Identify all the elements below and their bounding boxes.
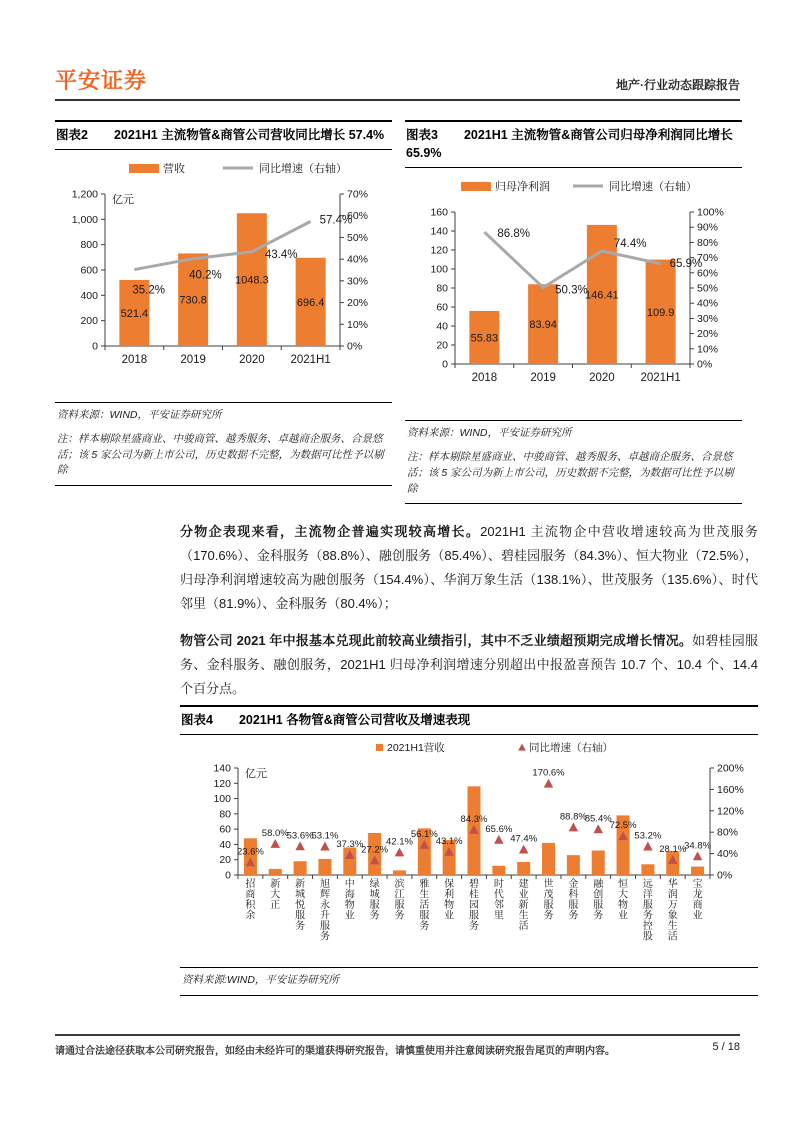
- svg-text:65.6%: 65.6%: [485, 824, 513, 836]
- svg-text:55.83: 55.83: [470, 332, 499, 345]
- svg-text:27.2%: 27.2%: [361, 844, 389, 856]
- svg-text:0%: 0%: [717, 869, 733, 882]
- svg-text:1,200: 1,200: [71, 188, 98, 201]
- svg-text:2018: 2018: [471, 372, 498, 385]
- svg-text:华润万象生活: 华润万象生活: [667, 879, 678, 943]
- svg-text:融创服务: 融创服务: [593, 879, 604, 922]
- figure-4-tag: 图表4: [181, 713, 213, 727]
- svg-text:521.4: 521.4: [120, 308, 149, 321]
- svg-text:碧桂园服务: 碧桂园服务: [469, 879, 479, 933]
- svg-text:53.2%: 53.2%: [634, 830, 662, 842]
- figure-3-note: 注：样本剔除星盛商业、中骏商管、越秀服务、卓越商企服务、合景悠活；该 5 家公司为新上市公司，历史数据不完整，为数据可比性予以剔除: [407, 451, 734, 495]
- svg-text:2021H1: 2021H1: [640, 372, 681, 385]
- svg-text:34.8%: 34.8%: [684, 840, 712, 852]
- paragraph-2-rest: 如碧桂园服务、金科服务、融创服务，2021H1 归母净利润增速分别超出中报盈喜预告 10.7 个、10.4 个、14.4 个百分点。: [180, 633, 758, 697]
- svg-text:400: 400: [80, 289, 98, 302]
- svg-text:146.41: 146.41: [585, 289, 619, 302]
- svg-text:120%: 120%: [717, 805, 744, 818]
- svg-text:同比增速（右轴）: 同比增速（右轴）: [609, 181, 697, 194]
- svg-text:37.3%: 37.3%: [336, 839, 364, 851]
- svg-text:1,000: 1,000: [71, 213, 98, 226]
- svg-text:120: 120: [430, 244, 448, 257]
- svg-text:滨江服务: 滨江服务: [394, 879, 405, 922]
- svg-text:160%: 160%: [717, 784, 744, 797]
- svg-text:85.4%: 85.4%: [584, 813, 612, 825]
- svg-text:23.6%: 23.6%: [236, 846, 264, 858]
- net-profit-growth-chart: [405, 168, 742, 420]
- svg-text:88.8%: 88.8%: [559, 811, 587, 823]
- svg-text:35.2%: 35.2%: [132, 284, 165, 297]
- svg-text:同比增速（右轴）: 同比增速（右轴）: [259, 163, 347, 176]
- svg-text:200%: 200%: [717, 762, 744, 775]
- svg-text:40%: 40%: [717, 848, 739, 861]
- header-divider: [55, 99, 740, 101]
- svg-text:30%: 30%: [697, 313, 719, 326]
- report-type-label: 地产·行业动态跟踪报告: [616, 78, 740, 92]
- revenue-growth-chart: [55, 150, 392, 402]
- svg-text:57.4%: 57.4%: [319, 214, 353, 227]
- figure-2-note: 注：样本剔除星盛商业、中骏商管、越秀服务、卓越商企服务、合景悠活；该 5 家公司为新上市公司，历史数据不完整，为数据可比性予以剔除: [57, 432, 384, 477]
- svg-text:40%: 40%: [347, 253, 369, 266]
- svg-text:10%: 10%: [347, 318, 369, 331]
- svg-text:70%: 70%: [347, 188, 369, 201]
- svg-text:730.8: 730.8: [179, 294, 207, 307]
- svg-text:28.1%: 28.1%: [659, 844, 687, 856]
- svg-text:恒大物业: 恒大物业: [618, 879, 629, 922]
- svg-text:保利物业: 保利物业: [444, 879, 455, 922]
- svg-text:65.9%: 65.9%: [669, 258, 703, 271]
- figure-3-source-block: [405, 420, 742, 504]
- svg-text:绿城服务: 绿城服务: [369, 879, 380, 922]
- svg-text:0: 0: [442, 358, 448, 371]
- svg-text:20%: 20%: [697, 328, 719, 341]
- figure-4-title-text: 2021H1 各物管&商管公司营收及增速表现: [238, 713, 471, 727]
- svg-text:2021H1: 2021H1: [290, 354, 331, 367]
- figure-4-source: 资料来源:WIND，平安证券研究所: [182, 974, 339, 987]
- figure-4-source-block: [180, 967, 758, 996]
- svg-text:归母净利润: 归母净利润: [495, 181, 550, 194]
- svg-text:建业新生活: 建业新生活: [518, 879, 529, 933]
- svg-text:140: 140: [213, 762, 231, 775]
- figure-3-title-text: 2021H1 主流物管&商管公司归母净利润同比增长 65.9%: [406, 128, 733, 161]
- svg-text:时代邻里: 时代邻里: [493, 879, 504, 922]
- svg-text:74.4%: 74.4%: [613, 238, 647, 251]
- svg-text:83.94: 83.94: [529, 319, 557, 332]
- svg-text:84.3%: 84.3%: [460, 814, 488, 826]
- svg-text:80%: 80%: [717, 826, 739, 839]
- svg-text:70%: 70%: [697, 252, 719, 265]
- svg-text:雅生活服务: 雅生活服务: [419, 879, 430, 933]
- svg-text:160: 160: [430, 206, 448, 219]
- svg-text:109.9: 109.9: [646, 307, 675, 320]
- footer-disclaimer: 请通过合法途径获取本公司研究报告，如经由未经许可的渠道获得研究报告，请慎重使用并注意阅读研究报告尾页的声明内容。: [55, 1046, 615, 1057]
- svg-text:10%: 10%: [697, 343, 719, 356]
- paragraph-1-rest: 2021H1 主流物企中营收增速较高为世茂服务（170.6%）、金科服务（88.8%）、融创服务（85.4%）、碧桂园服务（84.3%）、恒大物业（72.5%），归母净利润增速较高为融创服务（154.4%）、华润万象生活（138.1%）、世茂服务（135.6%）、时代邻里（81.9%）、金科服务（80.4%）；: [180, 524, 758, 612]
- svg-text:53.6%: 53.6%: [286, 830, 314, 842]
- paragraph-1: [180, 520, 758, 616]
- footer-divider: [55, 1034, 740, 1036]
- svg-text:90%: 90%: [697, 221, 719, 234]
- svg-text:170.6%: 170.6%: [532, 767, 565, 779]
- paragraph-1-lead: 分物企表现来看，主流物企普遍实现较高增长。: [180, 524, 481, 539]
- svg-text:100: 100: [213, 793, 231, 806]
- svg-text:600: 600: [80, 264, 98, 277]
- figure-3-netprofit-chart-panel: [405, 120, 742, 504]
- svg-text:2019: 2019: [530, 372, 556, 385]
- company-revenue-growth-chart: [180, 735, 758, 967]
- svg-text:53.1%: 53.1%: [311, 830, 339, 842]
- svg-text:43.1%: 43.1%: [435, 836, 463, 848]
- figure-3-title: [405, 120, 742, 168]
- svg-text:40%: 40%: [697, 297, 719, 310]
- svg-text:100%: 100%: [697, 206, 724, 219]
- svg-text:新城悦服务: 新城悦服务: [295, 879, 306, 933]
- brand-logo: 平安证券: [55, 68, 148, 93]
- svg-text:20%: 20%: [347, 297, 369, 310]
- svg-text:远洋服务控股: 远洋服务控股: [642, 879, 653, 943]
- svg-text:40.2%: 40.2%: [189, 269, 222, 282]
- svg-text:200: 200: [80, 315, 98, 328]
- svg-text:50%: 50%: [697, 282, 719, 295]
- svg-text:696.4: 696.4: [296, 297, 325, 310]
- svg-text:140: 140: [430, 225, 448, 238]
- svg-text:47.4%: 47.4%: [510, 833, 538, 845]
- svg-text:0%: 0%: [347, 340, 363, 353]
- svg-text:旭辉永升服务: 旭辉永升服务: [319, 879, 330, 943]
- svg-text:40: 40: [436, 320, 448, 333]
- svg-text:80%: 80%: [697, 237, 719, 250]
- svg-text:2019: 2019: [180, 354, 206, 367]
- svg-text:2020: 2020: [239, 354, 265, 367]
- figure-2-source: 资料来源：WIND，平安证券研究所: [57, 409, 222, 422]
- svg-text:42.1%: 42.1%: [386, 836, 413, 848]
- page-number: 5 / 18: [712, 1041, 740, 1053]
- svg-text:金科服务: 金科服务: [568, 879, 579, 922]
- svg-text:50.3%: 50.3%: [555, 284, 588, 297]
- figure-2-revenue-chart-panel: [55, 120, 392, 486]
- svg-text:20: 20: [436, 339, 448, 352]
- paragraph-2-lead: 物管公司 2021 年中报基本兑现此前较高业绩指引，其中不乏业绩超预期完成增长情况。: [180, 633, 693, 649]
- figure-2-tag: 图表2: [56, 128, 88, 142]
- svg-text:20: 20: [219, 854, 231, 867]
- svg-text:60: 60: [436, 301, 448, 314]
- svg-text:同比增速（右轴）: 同比增速（右轴）: [529, 742, 613, 755]
- svg-text:56.1%: 56.1%: [410, 829, 438, 841]
- svg-text:40: 40: [219, 839, 231, 852]
- svg-text:0: 0: [225, 869, 231, 882]
- svg-text:60: 60: [219, 823, 231, 836]
- svg-text:30%: 30%: [347, 275, 369, 288]
- svg-text:800: 800: [80, 239, 98, 252]
- svg-text:43.4%: 43.4%: [264, 248, 298, 261]
- figure-4-companies-chart-panel: [180, 705, 758, 996]
- svg-text:50%: 50%: [347, 232, 369, 245]
- svg-text:100: 100: [430, 263, 448, 276]
- svg-text:2020: 2020: [589, 372, 615, 385]
- svg-text:世茂服务: 世茂服务: [543, 879, 554, 922]
- figure-2-source-block: [55, 402, 392, 486]
- svg-text:80: 80: [219, 808, 231, 821]
- figure-4-title: [180, 705, 758, 735]
- figure-2-title-text: 2021H1 主流物管&商管公司营收同比增长 57.4%: [113, 128, 385, 142]
- svg-text:营收: 营收: [163, 163, 185, 176]
- svg-text:2018: 2018: [121, 354, 148, 367]
- svg-text:亿元: 亿元: [245, 768, 267, 781]
- paragraph-2: [180, 629, 758, 701]
- figure-3-tag: 图表3: [406, 128, 438, 142]
- svg-text:中海物业: 中海物业: [344, 879, 355, 922]
- svg-text:亿元: 亿元: [112, 194, 134, 207]
- svg-text:新大正: 新大正: [270, 879, 281, 912]
- svg-text:80: 80: [436, 282, 448, 295]
- svg-text:0%: 0%: [697, 358, 713, 371]
- svg-text:1048.3: 1048.3: [235, 274, 269, 287]
- svg-text:86.8%: 86.8%: [497, 228, 530, 241]
- body-text: [180, 520, 758, 714]
- svg-text:招商积余: 招商积余: [245, 879, 256, 922]
- svg-text:0: 0: [92, 340, 98, 353]
- svg-text:2021H1营收: 2021H1营收: [387, 742, 445, 755]
- figure-3-source: 资料来源：WIND，平安证券研究所: [407, 427, 572, 440]
- svg-text:58.0%: 58.0%: [261, 828, 289, 840]
- svg-text:宝龙商业: 宝龙商业: [692, 879, 703, 922]
- svg-text:120: 120: [213, 777, 231, 790]
- svg-text:60%: 60%: [347, 210, 369, 223]
- figure-2-title: [55, 120, 392, 150]
- svg-text:60%: 60%: [697, 267, 719, 280]
- svg-text:72.5%: 72.5%: [609, 820, 637, 832]
